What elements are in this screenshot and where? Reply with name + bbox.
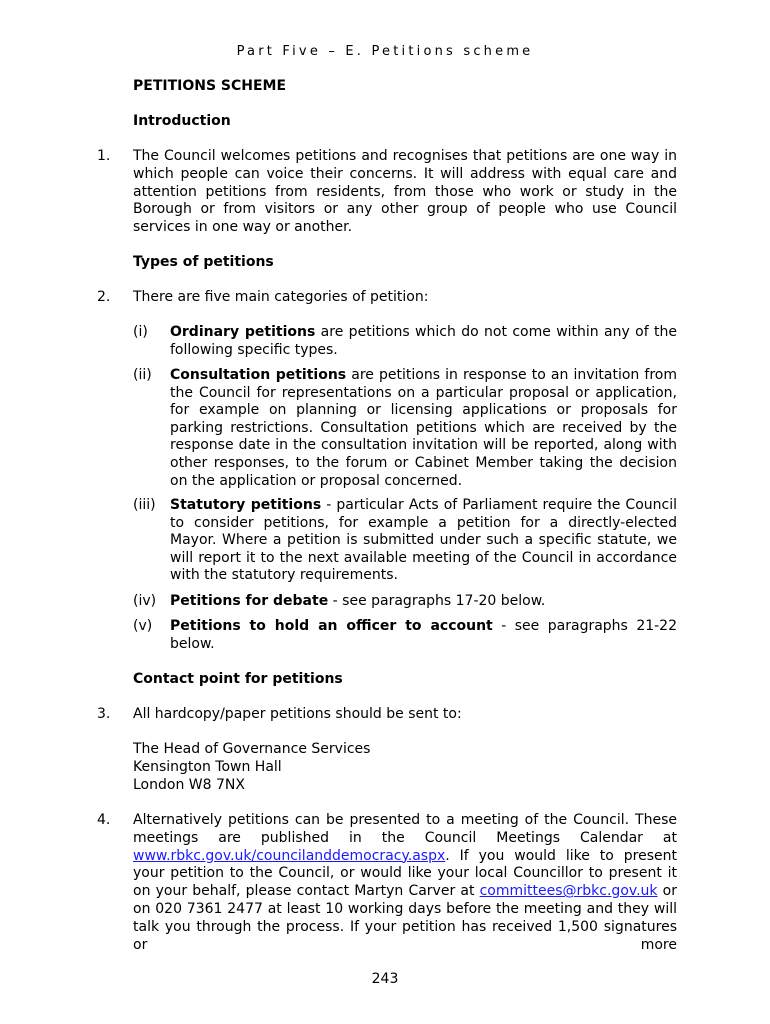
definition-text: - see paragraphs 21-22 below.: [170, 618, 677, 652]
address-line: Kensington Town Hall: [133, 758, 282, 775]
paragraph-2-lead: There are five main categories of petition:: [133, 289, 429, 305]
committees-email-link[interactable]: committees@rbkc.gov.uk: [479, 883, 658, 900]
list-marker-iv: (iv): [133, 593, 157, 609]
paragraph-number-1: 1.: [97, 148, 111, 164]
paragraph-1: The Council welcomes petitions and recognises that petitions are one way in which people can voice their concerns. It will address with equal care and attention petitions from residents, from those who work or study in the Borough or from visitors or any other group of people who use Council services in one way or another.: [133, 148, 677, 236]
section-heading-types: Types of petitions: [133, 254, 274, 270]
list-marker-iii: (iii): [133, 497, 156, 513]
list-marker-v: (v): [133, 618, 153, 634]
address-line: London W8 7NX: [133, 776, 245, 793]
definition-text: are petitions in response to an invitation from the Council for representations on a particular proposal or application, for example on planning or licensing applications or proposals for parking restrictions. Consultation petitions which are received by the response date in the consultation invitation will be reported, along with other responses, to the forum or Cabinet Member taking the decision on the application or proposal concerned.: [170, 367, 677, 489]
definition-text: - see paragraphs 17-20 below.: [328, 593, 546, 609]
list-item-ordinary-petitions: [170, 324, 677, 359]
postal-address: [133, 741, 370, 794]
definition-text: - particular Acts of Parliament require the Council to consider petitions, for example a petition for a directly-elected Mayor. Where a petition is submitted under such a specific statute, we will report it to the next available meeting of the Council in accordance with the statutory requirements.: [170, 497, 677, 584]
list-item-consultation-petitions: [170, 367, 677, 490]
paragraph-4: Alternatively petitions can be presented to a meeting of the Council. These meetings are published in the Council Meetings Calendar at www.rbkc.gov.uk/councilanddemocracy.aspx. If you would like to present your petition to the Council, or would like your local Councillor to present it on your behalf, please contact Martyn Carver at committees@rbkc.gov.uk or on 020 7361 2477 at least 10 working days before the meeting and they will talk you through the process. If your petition has received 1,500 signatures or more: [133, 812, 677, 953]
paragraph-3: All hardcopy/paper petitions should be sent to:: [133, 706, 462, 722]
term-petitions-officer-account: Petitions to hold an officer to account: [170, 618, 493, 634]
term-ordinary-petitions: Ordinary petitions: [170, 324, 316, 340]
document-title: PETITIONS SCHEME: [133, 78, 287, 94]
list-item-petitions-for-debate: [170, 593, 677, 611]
paragraph-number-4: 4.: [97, 812, 111, 828]
paragraph-number-2: 2.: [97, 289, 111, 305]
term-consultation-petitions: Consultation petitions: [170, 367, 347, 383]
section-heading-contact: Contact point for petitions: [133, 671, 343, 687]
list-item-statutory-petitions: [170, 497, 677, 585]
list-marker-i: (i): [133, 324, 148, 340]
paragraph-number-3: 3.: [97, 706, 111, 722]
list-marker-ii: (ii): [133, 367, 152, 383]
term-statutory-petitions: Statutory petitions: [170, 497, 322, 513]
term-petitions-for-debate: Petitions for debate: [170, 593, 329, 609]
address-line: The Head of Governance Services: [133, 741, 371, 757]
page-number: 243: [371, 971, 399, 987]
section-heading-introduction: Introduction: [133, 113, 231, 129]
list-item-petitions-officer-account: [170, 618, 677, 653]
definition-text: are petitions which do not come within any of the following specific types.: [170, 324, 677, 358]
council-democracy-link[interactable]: www.rbkc.gov.uk/councilanddemocracy.aspx: [133, 847, 446, 864]
running-header: Part Five – E. Petitions scheme: [236, 44, 534, 59]
